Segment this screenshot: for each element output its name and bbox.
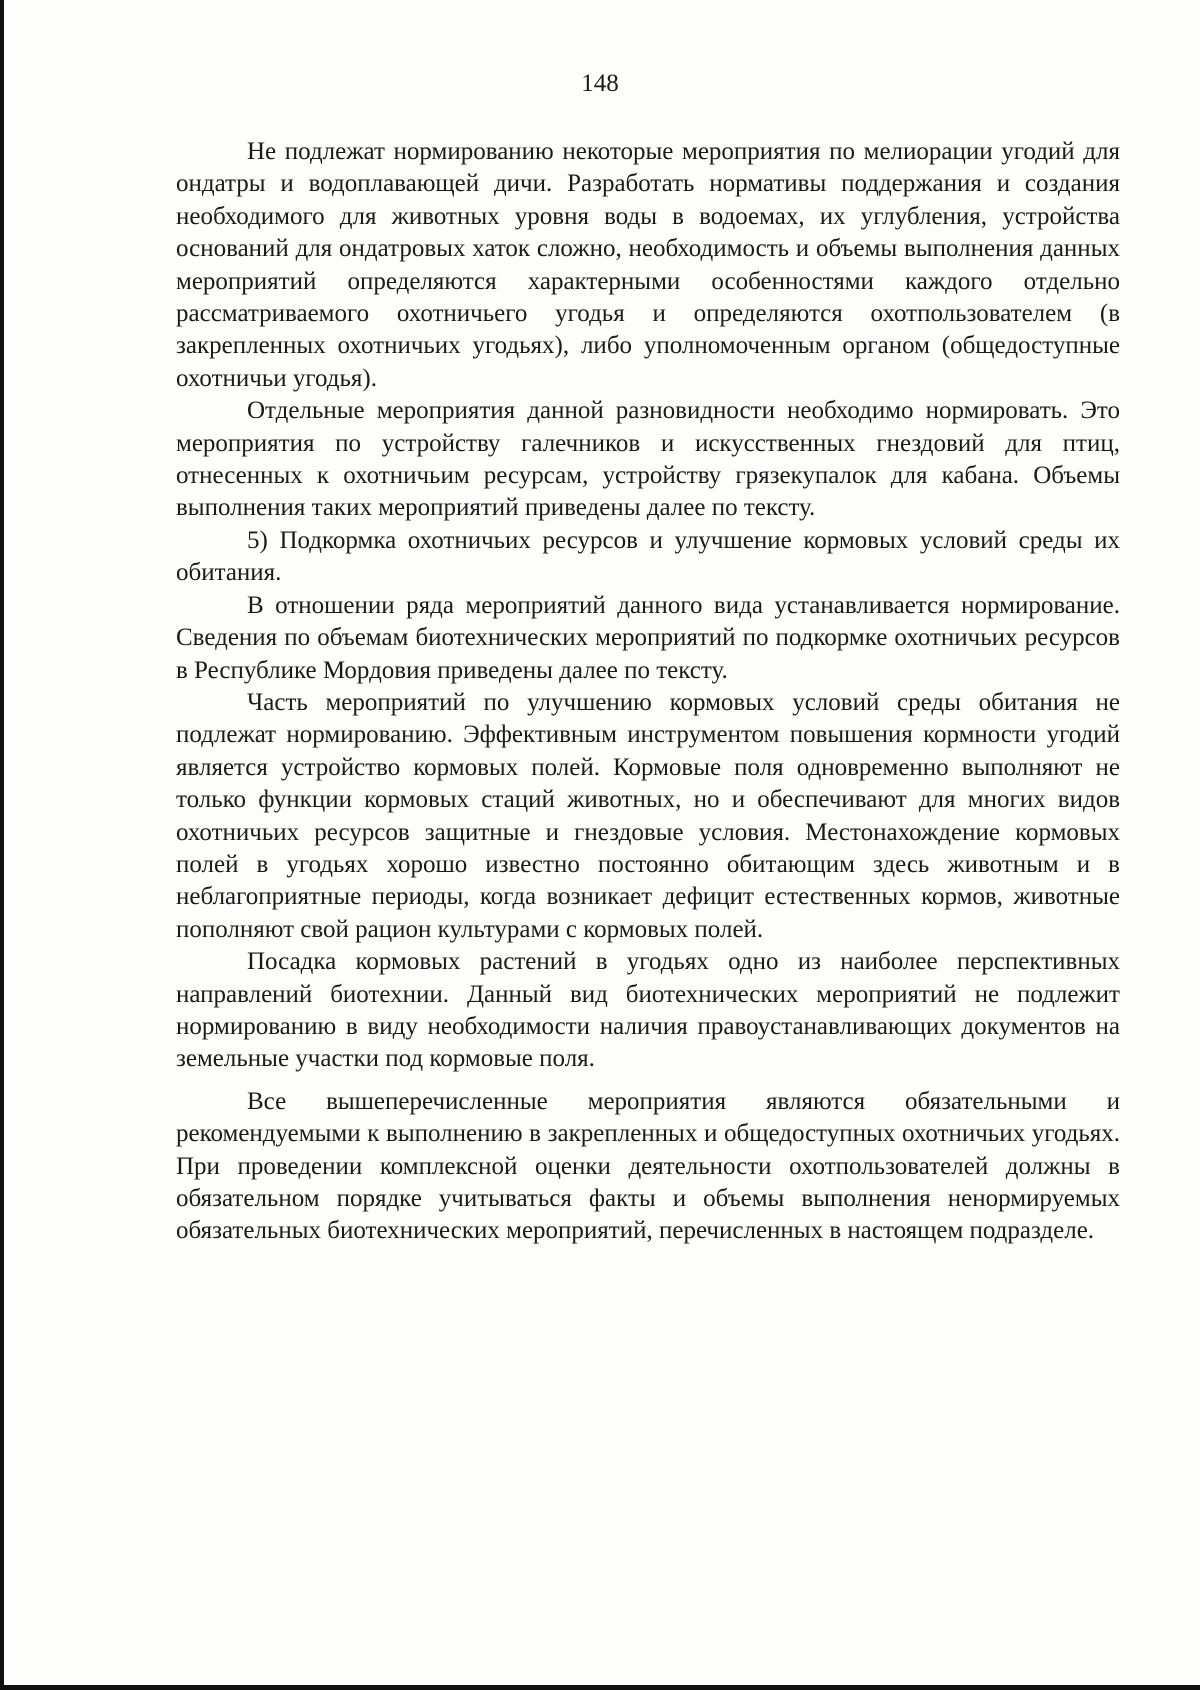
paragraph-feeding-fields: Часть мероприятий по улучшению кормовых условий среды обитания не подлежат нормированию. Эффективным инструментом повышения кормности угодий является устройство кормовых полей. Кормовые поля одновременно выполняют не только функции кормовых стаций животных, но и обеспечивают для многих видов охотничьих ресурсов защитные и гнездовые условия. Местонахождение кормовых полей в угодьях хорошо известно постоянно обитающим здесь животным и в неблагоприятные периоды, когда возникает дефицит естественных кормов, животные пополняют свой рацион культурами с кормовых полей. xyxy=(176,688,1120,943)
paragraph-feeding-normalization: В отношении ряда мероприятий данного вида устанавливается нормирование. Сведения по объемам биотехнических мероприятий по подкормке охотничьих ресурсов в Республике Мордовия приведены далее по тексту. xyxy=(176,591,1120,684)
paragraph-section-5-heading: 5) Подкормка охотничьих ресурсов и улучшение кормовых условий среды их обитания. xyxy=(176,526,1120,587)
document-body xyxy=(176,136,1120,1248)
scan-edge-left xyxy=(0,0,4,1690)
scan-edge-bottom xyxy=(0,1685,1200,1690)
page-number: 148 xyxy=(581,70,619,97)
paragraph-planting: Посадка кормовых растений в угодьях одно из наиболее перспективных направлений биотехнии. Данный вид биотехнических мероприятий не подлежит нормированию в виду необходимости наличия правоустанавливающих документов на земельные участки под кормовые поля. xyxy=(176,948,1120,1073)
paragraph-summary: Все вышеперечисленные мероприятия являются обязательными и рекомендуемыми к выполнению в закрепленных и общедоступных охотничьих угодьях. При проведении комплексной оценки деятельности охотпользователей должны в обязательном порядке учитываться факты и объемы выполнения ненормируемых обязательных биотехнических мероприятий, перечисленных в настоящем подразделе. xyxy=(176,1087,1120,1245)
paragraph-melioration: Не подлежат нормированию некоторые мероприятия по мелиорации угодий для ондатры и водоплавающей дичи. Разработать нормативы поддержания и создания необходимого для животных уровня воды в водоемах, их углубления, устройства оснований для ондатровых хаток сложно, необходимость и объемы выполнения данных мероприятий определяются характерными особенностями каждого отдельно рассматриваемого охотничьего угодья и определяются охотпользователем (в закрепленных охотничьих угодьях), либо уполномоченным органом (общедоступные охотничьи угодья). xyxy=(176,138,1120,392)
paragraph-normalization: Отдельные мероприятия данной разновидности необходимо нормировать. Это мероприятия по устройству галечников и искусственных гнездовий для птиц, отнесенных к охотничьим ресурсам, устройству грязекупалок для кабана. Объемы выполнения таких мероприятий приведены далее по тексту. xyxy=(176,397,1120,522)
